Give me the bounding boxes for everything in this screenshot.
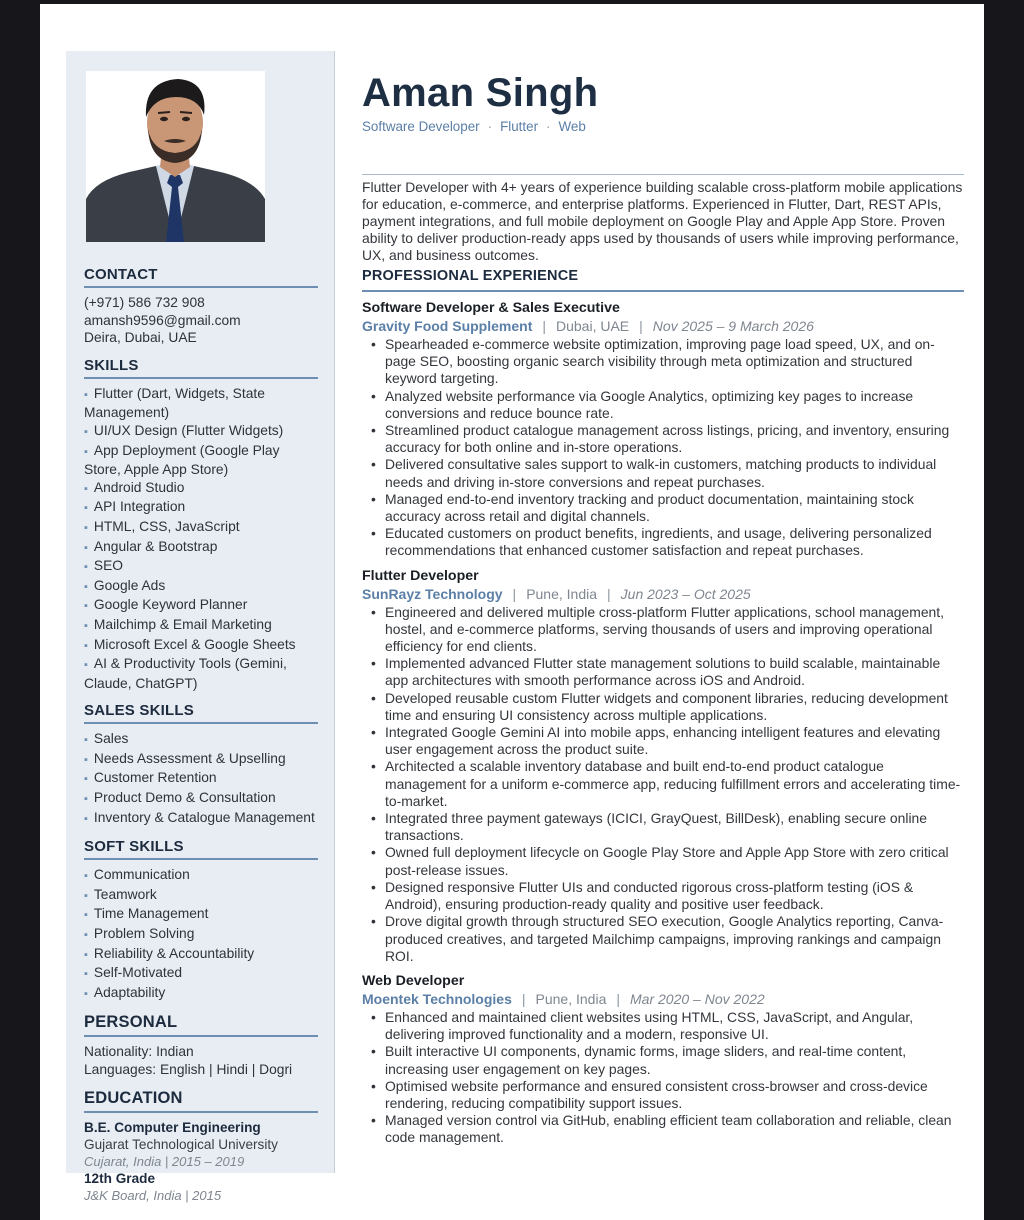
personal-languages: Languages: English | Hindi | Dogri (84, 1062, 293, 1077)
sales-skills-list (84, 730, 318, 828)
tagline-role: Web (558, 119, 586, 134)
job-point: • Implemented advanced Flutter state management solutions to build scalable, maintainable app architectures with smooth performance across iOS and Android. (362, 655, 964, 689)
candidate-name: Aman Singh (362, 71, 599, 115)
job-points (362, 604, 964, 965)
job-point: • Managed end-to-end inventory tracking and product documentation, maintaining stock accuracy across retail and digital channels. (362, 491, 964, 525)
education-detail: Cujarat, India | 2015 – 2019 (84, 1153, 245, 1169)
personal-nationality: Nationality: Indian (84, 1044, 194, 1060)
sales-skill-item: ▪ Product Demo & Consultation (84, 790, 276, 806)
job-separator: | (542, 318, 546, 334)
job-point: • Integrated three payment gateways (ICICI, GrayQuest, BillDesk), enabling secure online transactions. (362, 810, 964, 844)
sales-skill-item: ▪ Sales (84, 731, 129, 747)
job-entry (362, 300, 964, 560)
skill-item: ▪ Mailchimp & Email Marketing (84, 616, 272, 632)
skill-item: ▪ UI/UX Design (Flutter Widgets) (84, 422, 284, 438)
soft-skills-list (84, 866, 318, 1003)
skill-item: ▪ Google Ads (84, 577, 166, 593)
education-entry (84, 1170, 318, 1204)
job-point: • Owned full deployment lifecycle on Google Play Store and Apple App Store with zero critical post-release issues. (362, 844, 964, 878)
soft-skill-item: ▪ Reliability & Accountability (84, 945, 255, 961)
skills-heading: SKILLS (84, 357, 318, 379)
job-point: • Spearheaded e-commerce website optimization, improving page load speed, UX, and on-page SEO, boosting organic search visibility through meta optimization and structured keyword targeting. (362, 336, 964, 388)
main-column (362, 70, 964, 1147)
education-detail: J&K Board, India | 2015 (84, 1187, 222, 1203)
job-separator: | (512, 585, 517, 602)
soft-skill-item: ▪ Time Management (84, 906, 209, 922)
job-point: • Developed reusable custom Flutter widgets and component libraries, reducing development time and ensuring UI consistency across multiple applications. (362, 690, 964, 724)
skill-item: ▪ App Deployment (Google Play Store, Apple App Store) (84, 442, 280, 478)
sales-skills-heading: SALES SKILLS (84, 702, 318, 724)
tagline-role: Software Developer (362, 119, 480, 134)
skill-item: ▪ HTML, CSS, JavaScript (84, 518, 240, 534)
job-title: Flutter Developer (362, 567, 479, 584)
job-point: • Integrated Google Gemini AI into mobile apps, enhancing intelligent features and elevating user engagement across the product suite. (362, 724, 964, 758)
skill-item: ▪ API Integration (84, 499, 186, 515)
job-meta (362, 990, 964, 1008)
sales-skill-item: ▪ Customer Retention (84, 770, 217, 786)
job-location: Pune, India (526, 585, 598, 602)
job-location: Pune, India (535, 990, 607, 1007)
sales-skill-item: ▪ Inventory & Catalogue Management (84, 809, 315, 825)
skill-item: ▪ Google Keyword Planner (84, 597, 248, 613)
job-point: • Optimised website performance and ensured consistent cross-browser and cross-device rendering, reducing compatibility support issues. (362, 1078, 964, 1112)
job-separator: | (616, 990, 620, 1007)
education-school: Gujarat Technological University (84, 1136, 278, 1152)
job-point: • Engineered and delivered multiple cross-platform Flutter applications, school management, hostel, and e-commerce platforms, serving thousands of users and improving operational efficiency for end clients. (362, 604, 964, 656)
personal-heading: PERSONAL (84, 1013, 318, 1037)
professional-summary: Flutter Developer with 4+ years of experience building scalable cross-platform mobile applications for education, e-commerce, and enterprise platforms. Experienced in Flutter, Dart, REST APIs, payment integrations, and full mobile deployment on Google Play and Apple App Store. Proven ability to deliver production-ready apps used by thousands of users while improving performance, UX, and business outcomes. (362, 179, 963, 263)
contact-heading: CONTACT (84, 266, 318, 288)
skill-item: ▪ AI & Productivity Tools (Gemini, Claude, ChatGPT) (84, 656, 287, 691)
skill-item: ▪ Microsoft Excel & Google Sheets (84, 636, 296, 652)
contact-phone[interactable]: (+971) 586 732 908 (84, 295, 205, 310)
sales-skill-item: ▪ Needs Assessment & Upselling (84, 750, 286, 766)
job-point: • Designed responsive Flutter UIs and conducted rigorous cross-platform testing (iOS & Android), ensuring production-ready quality and positive user feedback. (362, 879, 964, 913)
soft-skill-item: ▪ Self-Motivated (84, 965, 183, 981)
soft-skill-item: ▪ Adaptability (84, 984, 166, 1000)
job-point: • Enhanced and maintained client websites using HTML, CSS, JavaScript, and Angular, delivering improved functionality and a modern, responsive UI. (362, 1009, 964, 1043)
job-entry (362, 973, 964, 1147)
education-degree: 12th Grade (84, 1170, 156, 1186)
job-points (362, 1009, 964, 1147)
experience-heading: PROFESSIONAL EXPERIENCE (362, 268, 964, 292)
sidebar (66, 51, 335, 1203)
job-separator: | (607, 585, 611, 602)
skills-list (84, 385, 318, 693)
profile-photo-image (86, 71, 265, 242)
job-meta (362, 585, 964, 603)
tagline-separator: · (487, 119, 493, 134)
job-title: Web Developer (362, 972, 465, 989)
soft-skill-item: ▪ Problem Solving (84, 926, 195, 942)
job-separator: | (521, 990, 526, 1007)
resume-page (40, 4, 984, 1220)
job-dates: Jun 2023 – Oct 2025 (620, 585, 751, 602)
soft-skill-item: ▪ Communication (84, 867, 190, 883)
job-dates: Mar 2020 – Nov 2022 (630, 990, 765, 1007)
skill-item: ▪ SEO (84, 558, 124, 574)
tagline-separator: · (546, 119, 551, 134)
soft-skill-item: ▪ Teamwork (84, 886, 157, 902)
job-location: Dubai, UAE (556, 318, 630, 334)
job-company: Moentek Technologies (362, 990, 512, 1007)
skill-item: ▪ Android Studio (84, 479, 185, 495)
job-points (362, 336, 964, 560)
job-point: • Streamlined product catalogue management across listings, pricing, and inventory, ensuring accuracy for both online and in-store operations. (362, 422, 964, 456)
job-title: Software Developer & Sales Executive (362, 300, 620, 316)
job-point: • Built interactive UI components, dynamic forms, image sliders, and real-time content, increasing user engagement on key pages. (362, 1043, 964, 1077)
profile-photo (86, 71, 265, 242)
soft-skills-heading: SOFT SKILLS (84, 838, 318, 860)
contact-email[interactable]: amansh9596@gmail.com (84, 312, 241, 328)
job-dates: Nov 2025 – 9 March 2026 (652, 318, 814, 334)
job-entry (362, 568, 964, 965)
job-point: • Delivered consultative sales support to walk-in customers, matching products to individual needs and driving in-store conversions and repeat purchases. (362, 456, 964, 490)
job-point: • Architected a scalable inventory database and built end-to-end product catalogue management for a uniform e-commerce app, reducing fulfillment errors and accelerating time-to-market. (362, 758, 964, 810)
job-point: • Drove digital growth through structured SEO execution, Google Analytics reporting, Canva-produced creatives, and targeted Mailchimp campaigns, improving rankings and campaign ROI. (362, 913, 964, 965)
job-point: • Analyzed website performance via Google Analytics, optimizing key pages to increase conversions and reduce bounce rate. (362, 388, 964, 422)
job-meta (362, 317, 964, 335)
job-point: • Educated customers on product benefits, ingredients, and usage, delivering personalized recommendations that enhanced customer satisfaction and repeat purchases. (362, 525, 964, 559)
header-divider (362, 174, 964, 175)
education-heading: EDUCATION (84, 1089, 318, 1113)
education-degree: B.E. Computer Engineering (84, 1119, 261, 1135)
job-separator: | (639, 318, 643, 334)
contact-location: Deira, Dubai, UAE (84, 330, 197, 346)
job-company: SunRayz Technology (362, 585, 503, 602)
education-entry (84, 1119, 318, 1170)
skill-item: ▪ Flutter (Dart, Widgets, State Management) (84, 385, 265, 421)
tagline-role: Flutter (500, 119, 539, 134)
tagline (362, 119, 964, 134)
job-company: Gravity Food Supplement (362, 318, 533, 334)
skill-item: ▪ Angular & Bootstrap (84, 538, 218, 554)
job-point: • Managed version control via GitHub, enabling efficient team collaboration and reliable, clean code management. (362, 1112, 964, 1146)
